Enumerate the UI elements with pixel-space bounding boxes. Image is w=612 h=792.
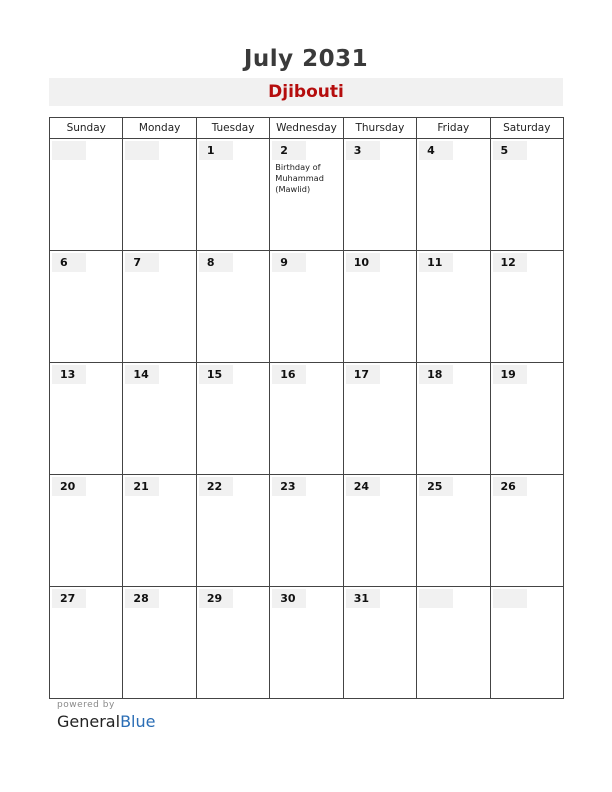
weekday-header-row [50,118,564,139]
day-cell [123,139,196,251]
day-number: 21 [125,477,159,496]
country-name: Djibouti [49,78,563,106]
day-number: 19 [493,365,527,384]
weekday-header: Friday [417,118,490,139]
day-number: 30 [272,589,306,608]
day-cell [417,363,490,475]
day-cell [270,587,343,699]
day-number: 1 [199,141,233,160]
day-number: 18 [419,365,453,384]
day-number: 7 [125,253,159,272]
day-number: 31 [346,589,380,608]
day-number: 28 [125,589,159,608]
day-number: 15 [199,365,233,384]
calendar-grid [49,117,564,699]
day-number: 25 [419,477,453,496]
day-number: 26 [493,477,527,496]
weekday-header: Saturday [490,118,563,139]
brand-blue: Blue [120,712,156,731]
weekday-header: Sunday [50,118,123,139]
day-cell [270,363,343,475]
day-number [52,141,86,160]
week-row [50,251,564,363]
day-number: 22 [199,477,233,496]
day-number [419,589,453,608]
day-cell [50,475,123,587]
day-cell [490,251,563,363]
day-cell [270,475,343,587]
day-number: 24 [346,477,380,496]
day-number: 16 [272,365,306,384]
day-cell [417,139,490,251]
day-cell [50,363,123,475]
generalblue-logo [57,712,155,731]
day-cell [343,139,416,251]
day-number: 6 [52,253,86,272]
day-cell [50,139,123,251]
day-cell [196,587,269,699]
day-cell [196,139,269,251]
day-cell [196,475,269,587]
day-number [493,589,527,608]
powered-by-text: powered by [57,700,115,710]
day-cell [270,139,343,251]
day-number: 27 [52,589,86,608]
day-cell [123,587,196,699]
weekday-header: Wednesday [270,118,343,139]
day-number: 5 [493,141,527,160]
day-number [125,141,159,160]
day-number: 9 [272,253,306,272]
weekday-header: Thursday [343,118,416,139]
day-number: 23 [272,477,306,496]
day-cell [343,251,416,363]
page-title: July 2031 [243,46,369,72]
day-number: 17 [346,365,380,384]
day-cell [490,587,563,699]
week-row [50,363,564,475]
day-cell [343,475,416,587]
day-cell [196,363,269,475]
footer-branding [57,700,155,731]
day-cell [343,587,416,699]
day-number: 20 [52,477,86,496]
day-cell [196,251,269,363]
day-number: 11 [419,253,453,272]
day-cell [50,587,123,699]
week-row [50,587,564,699]
day-number: 14 [125,365,159,384]
holiday-event: Birthday of Muhammad (Mawlid) [275,162,324,194]
day-number: 4 [419,141,453,160]
day-number: 3 [346,141,380,160]
day-cell [270,251,343,363]
day-cell [123,475,196,587]
day-cell [417,587,490,699]
week-row [50,475,564,587]
day-number: 12 [493,253,527,272]
day-cell [417,251,490,363]
day-cell [123,251,196,363]
day-cell [343,363,416,475]
day-number: 8 [199,253,233,272]
day-number: 2 [272,141,306,160]
weekday-header: Tuesday [196,118,269,139]
week-row [50,139,564,251]
day-number: 10 [346,253,380,272]
day-cell [123,363,196,475]
day-cell [490,363,563,475]
weekday-header: Monday [123,118,196,139]
day-cell [417,475,490,587]
day-cell [490,139,563,251]
day-number: 29 [199,589,233,608]
day-number: 13 [52,365,86,384]
brand-general: General [57,712,121,731]
day-cell [50,251,123,363]
day-cell [490,475,563,587]
